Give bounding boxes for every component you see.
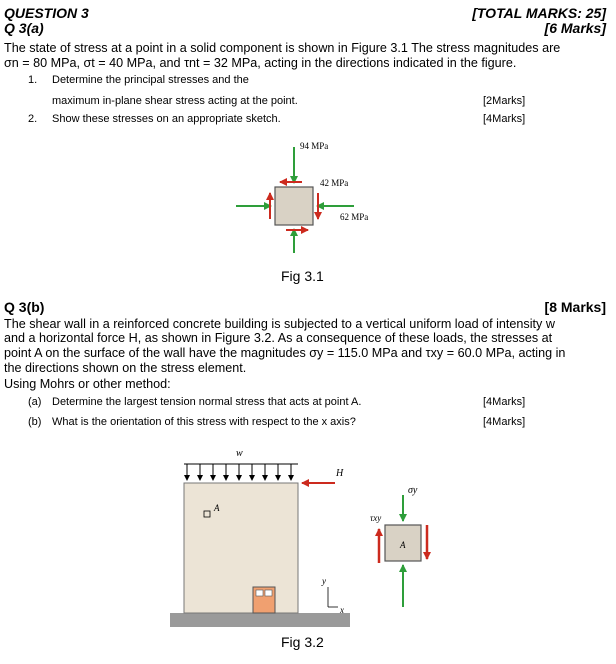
item-text: Show these stresses on an appropriate sketch. bbox=[52, 113, 281, 125]
shear-wall bbox=[184, 483, 298, 613]
item-number: 2. bbox=[28, 113, 38, 125]
y-axis-label: y bbox=[322, 576, 326, 586]
question-heading: QUESTION 3 bbox=[4, 5, 89, 21]
sub-question-b: Q 3(b) bbox=[4, 299, 45, 315]
label-94-mpa: 94 MPa bbox=[300, 141, 329, 151]
item-number: 1. bbox=[28, 74, 38, 86]
item-text: maximum in-plane shear stress acting at the point. bbox=[52, 95, 298, 107]
ground bbox=[170, 613, 350, 627]
item-number: (b) bbox=[28, 416, 42, 428]
label-62-mpa: 62 MPa bbox=[340, 212, 369, 222]
item-text: Determine the principal stresses and the bbox=[52, 74, 249, 86]
total-marks: [TOTAL MARKS: 25] bbox=[472, 5, 606, 21]
item-number: (a) bbox=[28, 396, 42, 408]
tau-xy-label: τxy bbox=[370, 513, 382, 523]
sub-question-a-marks: [6 Marks] bbox=[544, 20, 606, 36]
figure-3-1 bbox=[230, 135, 390, 255]
item-marks: [4Marks] bbox=[483, 113, 526, 125]
load-label-w: w bbox=[236, 448, 243, 459]
problem-text-line-2: σn = 80 MPa, σt = 40 MPa, and τnt = 32 MPa, acting in the directions indicated in the figure. bbox=[4, 56, 517, 70]
sub-question-b-marks: [8 Marks] bbox=[544, 299, 606, 315]
item-marks: [4Marks] bbox=[483, 396, 526, 408]
problem-b-line-1: The shear wall in a reinforced concrete building is subjected to a vertical uniform load of intensity w bbox=[4, 317, 555, 331]
figure-3-2-caption: Fig 3.2 bbox=[281, 634, 324, 650]
item-marks: [4Marks] bbox=[483, 416, 526, 428]
figure-3-1-caption: Fig 3.1 bbox=[281, 268, 324, 284]
problem-b-line-2: and a horizontal force H, as shown in Figure 3.2. As a consequence of these loads, the stresses at bbox=[4, 331, 553, 345]
distributed-load-arrows bbox=[187, 464, 291, 480]
item-marks: [2Marks] bbox=[483, 95, 526, 107]
label-42-mpa: 42 MPa bbox=[320, 178, 349, 188]
x-axis-label: x bbox=[340, 605, 344, 615]
point-a-label: A bbox=[214, 503, 220, 513]
problem-b-line-4: the directions shown on the stress element. bbox=[4, 361, 247, 375]
problem-text-line-1: The state of stress at a point in a solid component is shown in Figure 3.1 The stress magnitudes are bbox=[4, 41, 561, 55]
force-label-h: H bbox=[336, 468, 344, 479]
sub-question-a: Q 3(a) bbox=[4, 20, 44, 36]
sigma-y-label: σy bbox=[408, 485, 418, 496]
item-text: What is the orientation of this stress with respect to the x axis? bbox=[52, 416, 356, 428]
problem-b-line-3: point A on the surface of the wall have the magnitudes σy = 115.0 MPa and τxy = 60.0 MPa, acting in bbox=[4, 346, 566, 360]
figure-3-2 bbox=[160, 445, 460, 630]
item-text: Determine the largest tension normal stress that acts at point A. bbox=[52, 396, 362, 408]
element-label-a: A bbox=[400, 540, 406, 550]
stress-element bbox=[275, 187, 313, 225]
problem-b-line-5: Using Mohrs or other method: bbox=[4, 377, 171, 391]
